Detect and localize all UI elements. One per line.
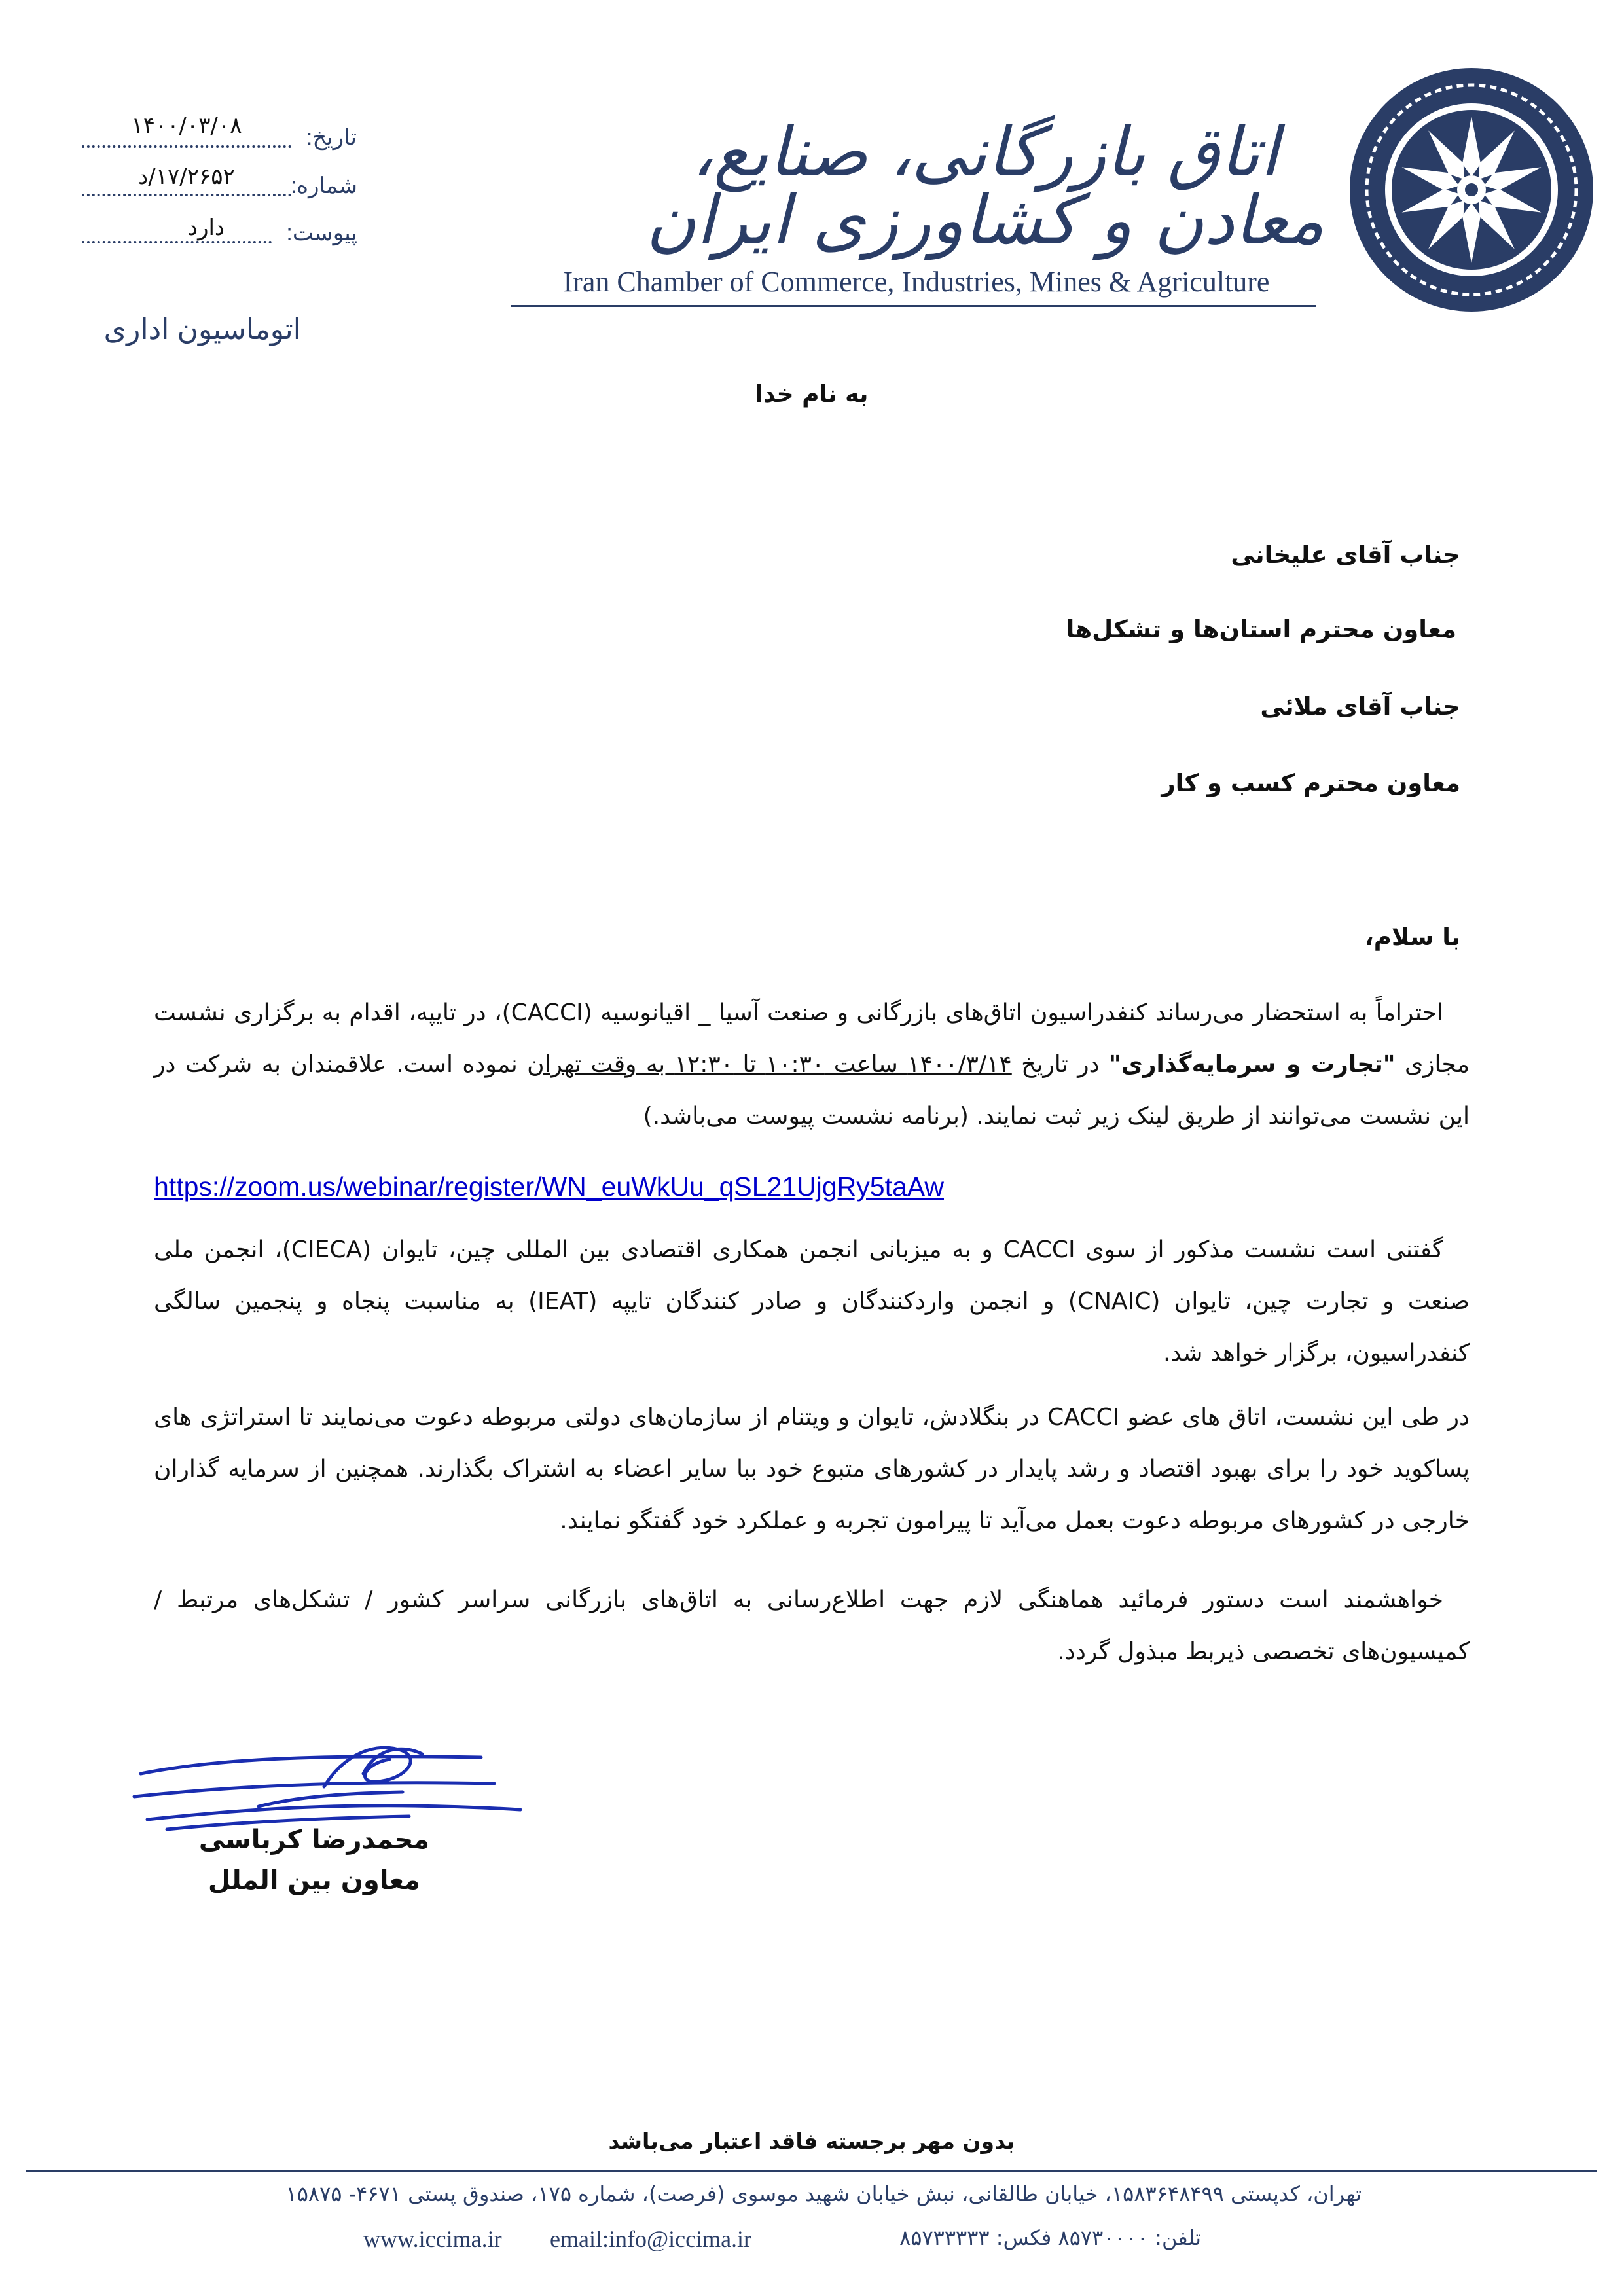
addressee-line: معاون محترم کسب و کار bbox=[1161, 769, 1460, 797]
seal-validity-note: بدون مهر برجسته فاقد اعتبار می‌باشد bbox=[608, 2128, 1015, 2154]
date-label: تاریخ: bbox=[306, 125, 357, 150]
org-name-en: Iran Chamber of Commerce, Industries, Mines & Agriculture bbox=[563, 266, 1270, 298]
webinar-register-link[interactable]: https://zoom.us/webinar/register/WN_euWkUu_qSL21UjgRy5taAw bbox=[154, 1172, 944, 1202]
number-label: شماره: bbox=[290, 173, 357, 198]
header-divider bbox=[511, 305, 1316, 307]
paragraph-2: گفتنی است نشست مذکور از سوی CACCI و به میزبانی انجمن همکاری اقتصادی بین المللی چین، تایوان (CIECA)، انجمن ملی صنعت و تجارت چین، تایوان (CNAIC) و انجمن واردکنندگان و صادر کنندگان تایپه (IEAT) به مناسبت پنجاه و پنجمین سالگی کنفدراسیون، برگزار خواهد شد. bbox=[154, 1236, 1470, 1367]
footer-email-link[interactable]: email:info@iccima.ir bbox=[550, 2226, 752, 2252]
attachment-value: دارد bbox=[167, 215, 245, 241]
signer-title: معاون بین الملل bbox=[208, 1865, 421, 1895]
signer-name: محمدرضا کرباسی bbox=[198, 1825, 430, 1855]
paragraph-4: خواهشمند است دستور فرمائید هماهنگی لازم جهت اطلاع‌رسانی به اتاق‌های بازرگانی سراسر کشور / تشکل‌های مرتبط / کمیسیون‌های تخصصی ذیربط مبذول گردد. bbox=[154, 1587, 1470, 1665]
paragraph-1 bbox=[154, 987, 1470, 1142]
event-title: "تجارت و سرمایه‌گذاری" bbox=[1109, 1051, 1396, 1078]
iccima-emblem-icon bbox=[1347, 65, 1596, 314]
footer-address: تهران، کدپستی ۱۵۸۳۶۴۸۴۹۹، خیابان طالقانی، نبش خیابان شهید موسوی (فرصت)، شماره ۱۷۵، صندوق پستی ۴۶۷۱- ۱۵۸۷۵ bbox=[285, 2181, 1362, 2206]
office-automation-label: اتوماسیون اداری bbox=[103, 314, 301, 346]
paragraph-1-part-c: نموده است. علاقمندان به شرکت در این نشست می‌توانند از طریق لینک زیر ثبت نمایند. (برنامه نشست پیوست می‌باشد.) bbox=[154, 1051, 1470, 1130]
date-dotted-line bbox=[82, 145, 291, 148]
greeting: با سلام، bbox=[1364, 923, 1460, 951]
paragraph-3: در طی این نشست، اتاق های عضو CACCI در بنگلادش، تایوان و ویتنام از سازمان‌های دولتی مربوطه دعوت می‌نمایند تا استراتژی های پساکوید خود را برای بهبود اقتصاد و رشد پایدار در کشورهای متبوع خود ببا سایر اعضاء به اشتراک بگذارند. همچنین از سرمایه گذاران خارجی در کشورهای مربوطه دعوت بعمل می‌آید تا پیرامون تجربه و عملکرد خود گفتگو نمایند. bbox=[154, 1404, 1470, 1534]
event-datetime: ۱۴۰۰/۳/۱۴ ساعت ۱۰:۳۰ تا ۱۲:۳۰ به وقت تهران bbox=[527, 1051, 1012, 1078]
org-name-fa: اتاق بازرگانی، صنایع، معادن و کشاورزی ایران bbox=[645, 112, 1325, 260]
addressee-line: معاون محترم استان‌ها و تشکل‌ها bbox=[1066, 615, 1456, 643]
paragraph-1-part-b: در تاریخ bbox=[1011, 1051, 1110, 1078]
footer-phone-fax: تلفن: ۸۵۷۳۰۰۰۰ فکس: ۸۵۷۳۳۳۳۳ bbox=[899, 2225, 1201, 2250]
footer-divider bbox=[26, 2170, 1597, 2172]
addressee-line: جناب آقای علیخانی bbox=[1231, 541, 1460, 569]
paragraph-1-part-a: احتراماً به استحضار می‌رساند کنفدراسیون اتاق‌های بازرگانی و صنعت آسیا _ اقیانوسیه (CACCI)، در تایپه، اقدام به برگزاری نشست مجازی bbox=[154, 999, 1470, 1078]
number-value: ۱۷/۲۶۵۲/د bbox=[138, 164, 235, 190]
attachment-label: پیوست: bbox=[286, 221, 357, 245]
attachment-dotted-line bbox=[82, 241, 272, 243]
date-value: ۱۴۰۰/۰۳/۰۸ bbox=[131, 113, 242, 139]
addressee-line: جناب آقای ملائی bbox=[1260, 692, 1460, 721]
number-dotted-line bbox=[82, 194, 291, 196]
footer-website-link[interactable]: www.iccima.ir bbox=[363, 2226, 502, 2252]
bismillah-heading: به نام خدا bbox=[755, 381, 869, 408]
